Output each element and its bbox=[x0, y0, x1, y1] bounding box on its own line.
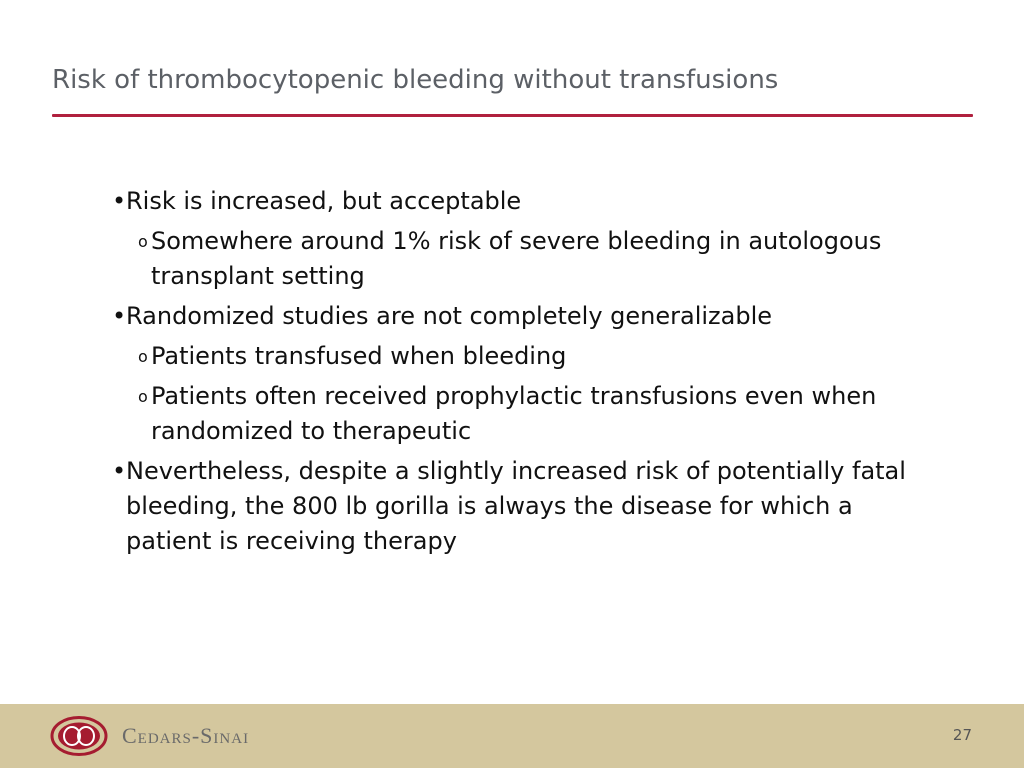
bullet-item bbox=[112, 184, 932, 219]
sub-bullet-text: Patients often received prophylactic transfusions even when randomized to therapeutic bbox=[151, 382, 877, 445]
sub-bullet-item bbox=[112, 224, 932, 294]
page-number: 27 bbox=[952, 726, 972, 744]
title-underline bbox=[52, 114, 973, 117]
bullet-text: Randomized studies are not completely generalizable bbox=[126, 302, 773, 330]
bullet-item bbox=[112, 299, 932, 334]
bullet-marker: • bbox=[112, 187, 127, 215]
sub-bullet-item bbox=[112, 379, 932, 449]
bullet-item bbox=[112, 454, 932, 559]
sub-bullet-text: Somewhere around 1% risk of severe bleeding in autologous transplant setting bbox=[151, 227, 882, 290]
bullet-list bbox=[112, 184, 932, 564]
sub-bullet-text: Patients transfused when bleeding bbox=[151, 342, 567, 370]
sub-bullet-marker: o bbox=[138, 347, 148, 366]
bullet-marker: • bbox=[112, 457, 127, 485]
bullet-text: Risk is increased, but acceptable bbox=[126, 187, 522, 215]
bullet-marker: • bbox=[112, 302, 127, 330]
footer-bar bbox=[0, 704, 1024, 768]
logo-wordmark: Cedars-Sinai bbox=[122, 723, 250, 748]
sub-bullet-marker: o bbox=[138, 232, 148, 251]
slide-title: Risk of thrombocytopenic bleeding without transfusions bbox=[52, 65, 779, 95]
bullet-text: Nevertheless, despite a slightly increased risk of potentially fatal bleeding, the 800 lb gorilla is always the disease for which a patient is receiving therapy bbox=[126, 457, 906, 555]
sub-bullet-marker: o bbox=[138, 387, 148, 406]
cedars-sinai-logo-icon bbox=[50, 716, 108, 756]
sub-bullet-item bbox=[112, 339, 932, 374]
